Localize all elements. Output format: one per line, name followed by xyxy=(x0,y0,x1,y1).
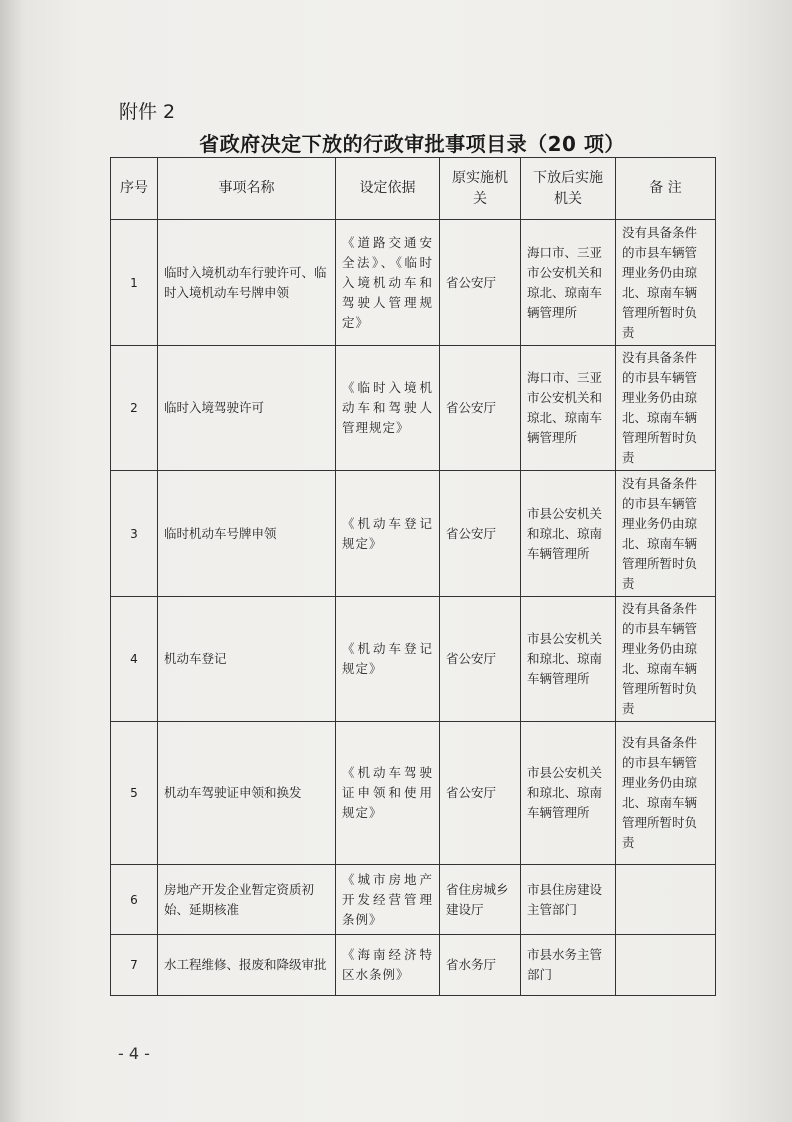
table-row xyxy=(111,346,716,471)
table-row xyxy=(111,597,716,722)
cell-item: 房地产开发企业暂定资质初始、延期核准 xyxy=(158,865,336,935)
page-number: - 4 - xyxy=(118,1044,150,1063)
cell-new-org: 海口市、三亚市公安机关和琼北、琼南车辆管理所 xyxy=(521,346,616,471)
cell-basis: 《海南经济特区水条例》 xyxy=(336,935,440,996)
table-row xyxy=(111,865,716,935)
header-seq: 序号 xyxy=(111,158,158,220)
cell-original: 省公安厅 xyxy=(440,220,521,346)
cell-new-org: 海口市、三亚市公安机关和琼北、琼南车辆管理所 xyxy=(521,220,616,346)
cell-basis: 《机动车登记规定》 xyxy=(336,597,440,722)
header-item: 事项名称 xyxy=(158,158,336,220)
cell-basis: 《机动车登记规定》 xyxy=(336,471,440,597)
table-row xyxy=(111,722,716,865)
attachment-label: 附件 2 xyxy=(119,101,176,123)
cell-item: 临时机动车号牌申领 xyxy=(158,471,336,597)
cell-remark xyxy=(616,935,716,996)
cell-new-org: 市县公安机关和琼北、琼南车辆管理所 xyxy=(521,597,616,722)
page-title: 省政府决定下放的行政审批事项目录（20 项） xyxy=(199,132,625,156)
cell-seq: 2 xyxy=(111,346,158,471)
cell-original: 省公安厅 xyxy=(440,597,521,722)
cell-basis: 《临时入境机动车和驾驶人管理规定》 xyxy=(336,346,440,471)
header-new-org: 下放后实施机关 xyxy=(521,158,616,220)
cell-new-org: 市县公安机关和琼北、琼南车辆管理所 xyxy=(521,722,616,865)
cell-seq: 1 xyxy=(111,220,158,346)
cell-remark: 没有具备条件的市县车辆管理业务仍由琼北、琼南车辆管理所暂时负责 xyxy=(616,220,716,346)
cell-seq: 6 xyxy=(111,865,158,935)
cell-original: 省公安厅 xyxy=(440,346,521,471)
header-remark: 备 注 xyxy=(616,158,716,220)
table-row xyxy=(111,471,716,597)
approval-items-table xyxy=(110,157,716,996)
cell-new-org: 市县水务主管部门 xyxy=(521,935,616,996)
header-original: 原实施机关 xyxy=(440,158,521,220)
table-row xyxy=(111,935,716,996)
cell-item: 临时入境驾驶许可 xyxy=(158,346,336,471)
cell-item: 机动车驾驶证申领和换发 xyxy=(158,722,336,865)
cell-original: 省住房城乡建设厅 xyxy=(440,865,521,935)
cell-seq: 7 xyxy=(111,935,158,996)
cell-original: 省水务厅 xyxy=(440,935,521,996)
table-row xyxy=(111,220,716,346)
cell-item: 机动车登记 xyxy=(158,597,336,722)
cell-basis: 《道路交通安全法》、《临时入境机动车和驾驶人管理规定》 xyxy=(336,220,440,346)
cell-remark xyxy=(616,865,716,935)
cell-remark: 没有具备条件的市县车辆管理业务仍由琼北、琼南车辆管理所暂时负责 xyxy=(616,471,716,597)
cell-item: 临时入境机动车行驶许可、临时入境机动车号牌申领 xyxy=(158,220,336,346)
cell-original: 省公安厅 xyxy=(440,722,521,865)
cell-seq: 3 xyxy=(111,471,158,597)
cell-seq: 5 xyxy=(111,722,158,865)
cell-new-org: 市县住房建设主管部门 xyxy=(521,865,616,935)
cell-remark: 没有具备条件的市县车辆管理业务仍由琼北、琼南车辆管理所暂时负责 xyxy=(616,346,716,471)
header-basis: 设定依据 xyxy=(336,158,440,220)
cell-seq: 4 xyxy=(111,597,158,722)
cell-remark: 没有具备条件的市县车辆管理业务仍由琼北、琼南车辆管理所暂时负责 xyxy=(616,597,716,722)
cell-original: 省公安厅 xyxy=(440,471,521,597)
cell-remark: 没有具备条件的市县车辆管理业务仍由琼北、琼南车辆管理所暂时负责 xyxy=(616,722,716,865)
cell-basis: 《城市房地产开发经营管理条例》 xyxy=(336,865,440,935)
cell-basis: 《机动车驾驶证申领和使用规定》 xyxy=(336,722,440,865)
cell-new-org: 市县公安机关和琼北、琼南车辆管理所 xyxy=(521,471,616,597)
cell-item: 水工程维修、报废和降级审批 xyxy=(158,935,336,996)
table-header-row xyxy=(111,158,716,220)
